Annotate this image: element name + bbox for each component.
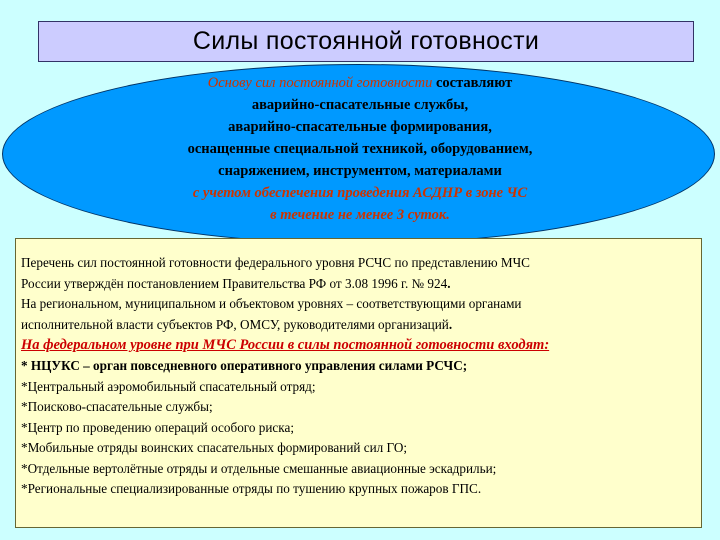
- federal-heading: На федеральном уровне при МЧС России в силы постоянной готовности входят:: [21, 337, 550, 353]
- intro-italic: Основу сил постоянной готовности: [207, 75, 433, 91]
- list-item: * НЦУКС – орган повседневного оперативного управления силами РСЧС;: [21, 358, 468, 373]
- ellipse-line: снаряжением, инструментом, материалами: [218, 163, 502, 179]
- ellipse-text: [80, 72, 640, 226]
- list-item: *Центр по проведению операций особого риска;: [21, 419, 294, 435]
- list-item: *Поисково-спасательные службы;: [21, 399, 213, 414]
- para2-line2-period: .: [448, 316, 453, 332]
- para2-line2: [21, 315, 701, 336]
- ellipse-line: аварийно-спасательные службы,: [251, 97, 469, 113]
- list-item: *Центральный аэромобильный спасательный отряд;: [21, 378, 316, 394]
- page-title: Силы постоянной готовности: [192, 27, 540, 55]
- para1-line1: Перечень сил постоянной готовности федерального уровня РСЧС по представлению МЧС: [21, 255, 530, 270]
- intro-bold: составляют: [432, 75, 513, 91]
- ellipse-emphasis: с учетом обеспечения проведения АСДНР в зоне ЧС: [192, 185, 528, 201]
- list-item: *Отдельные вертолётные отряды и отдельные смешанные авиационные эскадрильи;: [21, 460, 497, 476]
- ellipse-line: оснащенные специальной техникой, оборудованием,: [187, 141, 533, 157]
- list-item: *Региональные специализированные отряды по тушению крупных пожаров ГПС.: [21, 481, 482, 496]
- ellipse-line: аварийно-спасательные формирования,: [228, 119, 492, 135]
- ellipse-intro: [80, 72, 640, 94]
- info-box: [15, 238, 702, 528]
- title-box: [38, 21, 694, 62]
- ellipse-emphasis: в течение не менее 3 суток.: [270, 207, 450, 223]
- para1-line2: [21, 274, 701, 295]
- para2-line1: На региональном, муниципальном и объектовом уровнях – соответствующими органами: [21, 296, 522, 311]
- list-item: *Мобильные отряды воинских спасательных формирований сил ГО;: [21, 440, 408, 455]
- para1-line2-period: .: [447, 275, 451, 291]
- para2-line2-text: исполнительной власти субъектов РФ, ОМСУ, руководителями организаций: [21, 316, 449, 332]
- para1-line2-text: России утверждён постановлением Правительства РФ от 3.08 1996 г. № 924: [21, 275, 448, 291]
